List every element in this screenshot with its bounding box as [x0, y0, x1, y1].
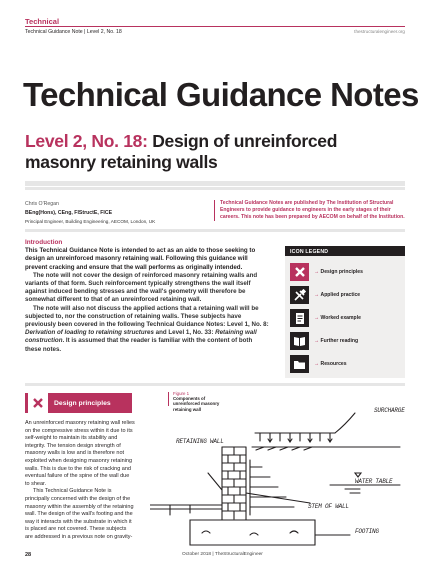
label-surcharge: SURCHARGE	[374, 407, 405, 414]
design-principles-icon	[290, 263, 309, 281]
author-block	[25, 201, 205, 224]
legend-item-further-reading: → Further reading	[290, 332, 358, 350]
figure-caption	[173, 391, 233, 412]
intro-paragraph: The note will not cover the design of reinforced masonry retaining walls and variants of that form. Such reinforcement typically strengthens the wall itself against induced bending stresses and the wall's geometry will therefore be somewhat different to that of an unreinforced retaining wall.	[25, 271, 258, 304]
intro-heading: Introduction	[25, 239, 63, 246]
applied-practice-icon	[290, 286, 309, 304]
legend-item-resources: → Resources	[290, 355, 347, 373]
header-site: thestructuralengineer.org	[354, 29, 405, 34]
legend-item-applied-practice: → Applied practice	[290, 286, 360, 304]
design-principles-label: Design principles	[54, 399, 111, 407]
figure-title: Components of unreinforced masonry retaining wall	[173, 396, 220, 412]
body-paragraph: An unreinforced masonry retaining wall relies on the compressive stress within it due to its self-weight to maintain its stability and integrity. The tension design strength of masonry walls is low and is therefore not exploited when designing masonry retaining walls. This is due to the risk of cracking and eventual failure of the spine of the wall due to shear.	[25, 420, 135, 487]
introduction	[25, 239, 270, 354]
dotted-divider	[25, 187, 405, 190]
header-subtitle: Technical Guidance Note | Level 2, No. 18	[25, 29, 122, 35]
label-footing: FOOTING	[355, 528, 379, 535]
legend-item-design-principles: → Design principles	[290, 263, 363, 281]
further-reading-icon	[290, 332, 309, 350]
intro-paragraph: The note will also not discuss the applied actions that a retaining wall will be subjected to, nor the construction of retaining walls. These subjects have previously been covered in the following Technical Guidance Notes: Level 1, No. 8: Derivation of loading to retaining structures and Level 1, No. 33: Retaining wall construction. It is assumed that the reader is familiar with the content of both these notes.	[25, 304, 269, 353]
footer-issue: October 2018 | TheStructuralEngineer	[182, 552, 263, 557]
figure-number: Figure 1	[173, 391, 190, 396]
author-name: Chris O'Regan	[25, 201, 59, 207]
label-stem: STEM OF WALL	[308, 503, 349, 510]
dotted-divider	[25, 229, 405, 232]
article-level: Level 2, No. 18:	[25, 131, 148, 151]
resources-icon	[290, 355, 309, 373]
design-principles-icon	[28, 393, 48, 413]
label-retaining-wall: RETAINING WALL	[176, 438, 224, 445]
dotted-divider	[25, 383, 405, 386]
article-title-text: Design of unreinforced masonry retaining walls	[25, 131, 338, 172]
author-quals: BEng(Hons), CEng, FIStructE, FICE	[25, 210, 113, 216]
intro-paragraph: This Technical Guidance Note is intended to act as an aide to those seeking to design an unreinforced masonry retaining wall. Following this guidance will prevent cracking and ensure that the wall performs as originally intended.	[25, 247, 256, 271]
page-title: Technical Guidance Notes	[23, 76, 419, 113]
page-number: 28	[25, 552, 32, 558]
worked-example-icon	[290, 309, 309, 327]
legend-item-worked-example: → Worked example	[290, 309, 361, 327]
article-title	[25, 131, 405, 173]
legend-heading: ICON LEGEND	[285, 246, 405, 256]
design-principles-banner	[25, 393, 132, 413]
section-label: Technical	[25, 17, 60, 26]
dotted-divider	[25, 181, 405, 186]
author-job: Principal Engineer, Building Engineering, AECOM, London, UK	[25, 219, 156, 224]
icon-legend	[285, 246, 405, 378]
publisher-note: Technical Guidance Notes are published by The Institution of Structural Engineers to provide guidance to engineers in the early stages of their careers. This note has been prepared by AECOM on behalf of the Institution.	[214, 200, 406, 221]
design-principles-text	[25, 420, 135, 542]
body-paragraph: This Technical Guidance Note is principally concerned with the design of the masonry within the assembly of the retaining wall. The design of the wall's footing and the way it interacts with the substrate in which it is placed are not covered. These subjects are addressed in a previous note on gravity-	[25, 488, 134, 540]
header-rule	[25, 26, 405, 27]
label-water-table: WATER TABLE	[355, 478, 393, 485]
